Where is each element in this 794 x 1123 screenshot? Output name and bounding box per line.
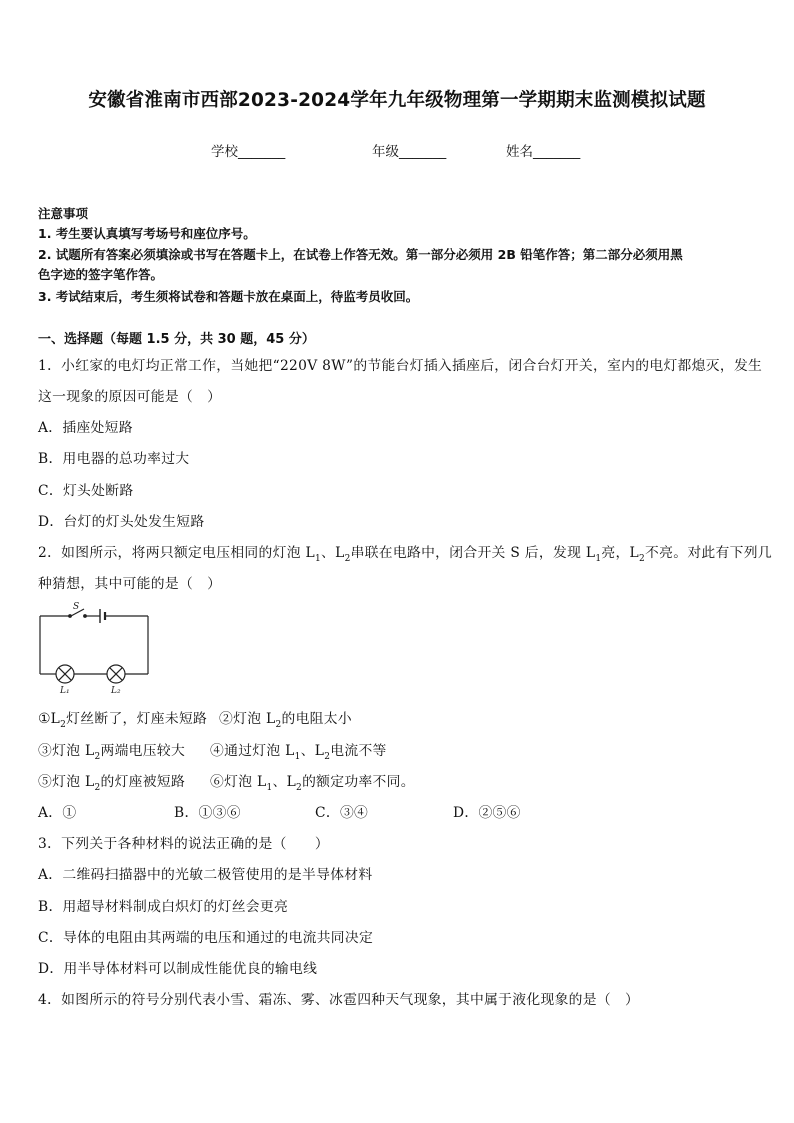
q2-guess-1: $①L_2$灯丝断了，灯座未短路 <box>38 711 208 730</box>
name-field: 姓名_______ <box>506 144 581 160</box>
q4-stem: 4．如图所示的符号分别代表小雪、霜冻、雾、冰雹四种天气现象，其中属于液化现象的是（ ） <box>38 992 640 1008</box>
notice-item-3: 3. 考试结束后，考生须将试卷和答题卡放在桌面上，待监考员收回。 <box>38 289 419 304</box>
page-title: 安徽省淮南市西部2023-2024学年九年级物理第一学期期末监测模拟试题 <box>88 90 706 111</box>
q1-option-d: D．台灯的灯头处发生短路 <box>38 514 205 530</box>
q2-option-c: C．③④ <box>315 805 369 821</box>
q2-guess-2: ②灯泡 $L_2$的电阻太小 <box>219 711 352 730</box>
section-heading: 一、选择题（每题 1.5 分，共 30 题，45 分） <box>38 332 315 347</box>
q2-option-d: D．②⑤⑥ <box>453 805 521 821</box>
q1-option-a: A．插座处短路 <box>38 420 133 436</box>
circuit-diagram <box>36 600 154 696</box>
grade-field: 年级_______ <box>372 144 447 160</box>
notice-item-2: 2. 试题所有答案必须填涂或书写在答题卡上，在试卷上作答无效。第一部分必须用 2B 铅笔作答；第二部分必须用黑 <box>38 247 683 262</box>
q2-guess-6: ⑥灯泡 $L_1$、$L_2$的额定功率不同。 <box>210 774 415 793</box>
q2-stem-line1: 2．如图所示，将两只额定电压相同的灯泡 $L_1$、$L_2$串联在电路中，闭合开关 S 后，发现 $L_1$亮，$L_2$不亮。对此有下列几 <box>38 545 772 564</box>
q3-option-c: C．导体的电阻由其两端的电压和通过的电流共同决定 <box>38 930 374 946</box>
q1-option-b: B．用电器的总功率过大 <box>38 451 190 467</box>
q2-option-a: A．① <box>38 805 77 821</box>
q2-option-b: B．①③⑥ <box>174 805 241 821</box>
q2-guess-4: ④通过灯泡 $L_1$、$L_2$电流不等 <box>210 743 387 762</box>
switch-label: S <box>73 602 80 612</box>
lamp1-label: L₁ <box>60 686 70 696</box>
notice-heading: 注意事项 <box>38 206 89 221</box>
q3-stem: 3．下列关于各种材料的说法正确的是（ ） <box>38 836 330 852</box>
notice-item-2-cont: 色字迹的签字笔作答。 <box>38 267 164 282</box>
notice-item-1: 1. 考生要认真填写考场号和座位序号。 <box>38 226 256 241</box>
q1-option-c: C．灯头处断路 <box>38 483 134 499</box>
school-field: 学校_______ <box>211 144 286 160</box>
q2-stem-line2: 种猜想，其中可能的是（ ） <box>38 576 222 592</box>
q3-option-b: B．用超导材料制成白炽灯的灯丝会更亮 <box>38 899 289 915</box>
q3-option-d: D．用半导体材料可以制成性能优良的输电线 <box>38 961 318 977</box>
q1-stem-line2: 这一现象的原因可能是（ ） <box>38 389 222 405</box>
q3-option-a: A．二维码扫描器中的光敏二极管使用的是半导体材料 <box>38 867 373 883</box>
q2-guess-3: ③灯泡 $L_2$两端电压较大 <box>38 743 186 762</box>
q2-guess-5: ⑤灯泡 $L_2$的灯座被短路 <box>38 774 186 793</box>
q1-stem-line1: 1．小红家的电灯均正常工作，当她把“220V 8W”的节能台灯插入插座后，闭合台灯开关，室内的电灯都熄灭，发生 <box>38 358 763 374</box>
lamp2-label: L₂ <box>111 686 121 696</box>
